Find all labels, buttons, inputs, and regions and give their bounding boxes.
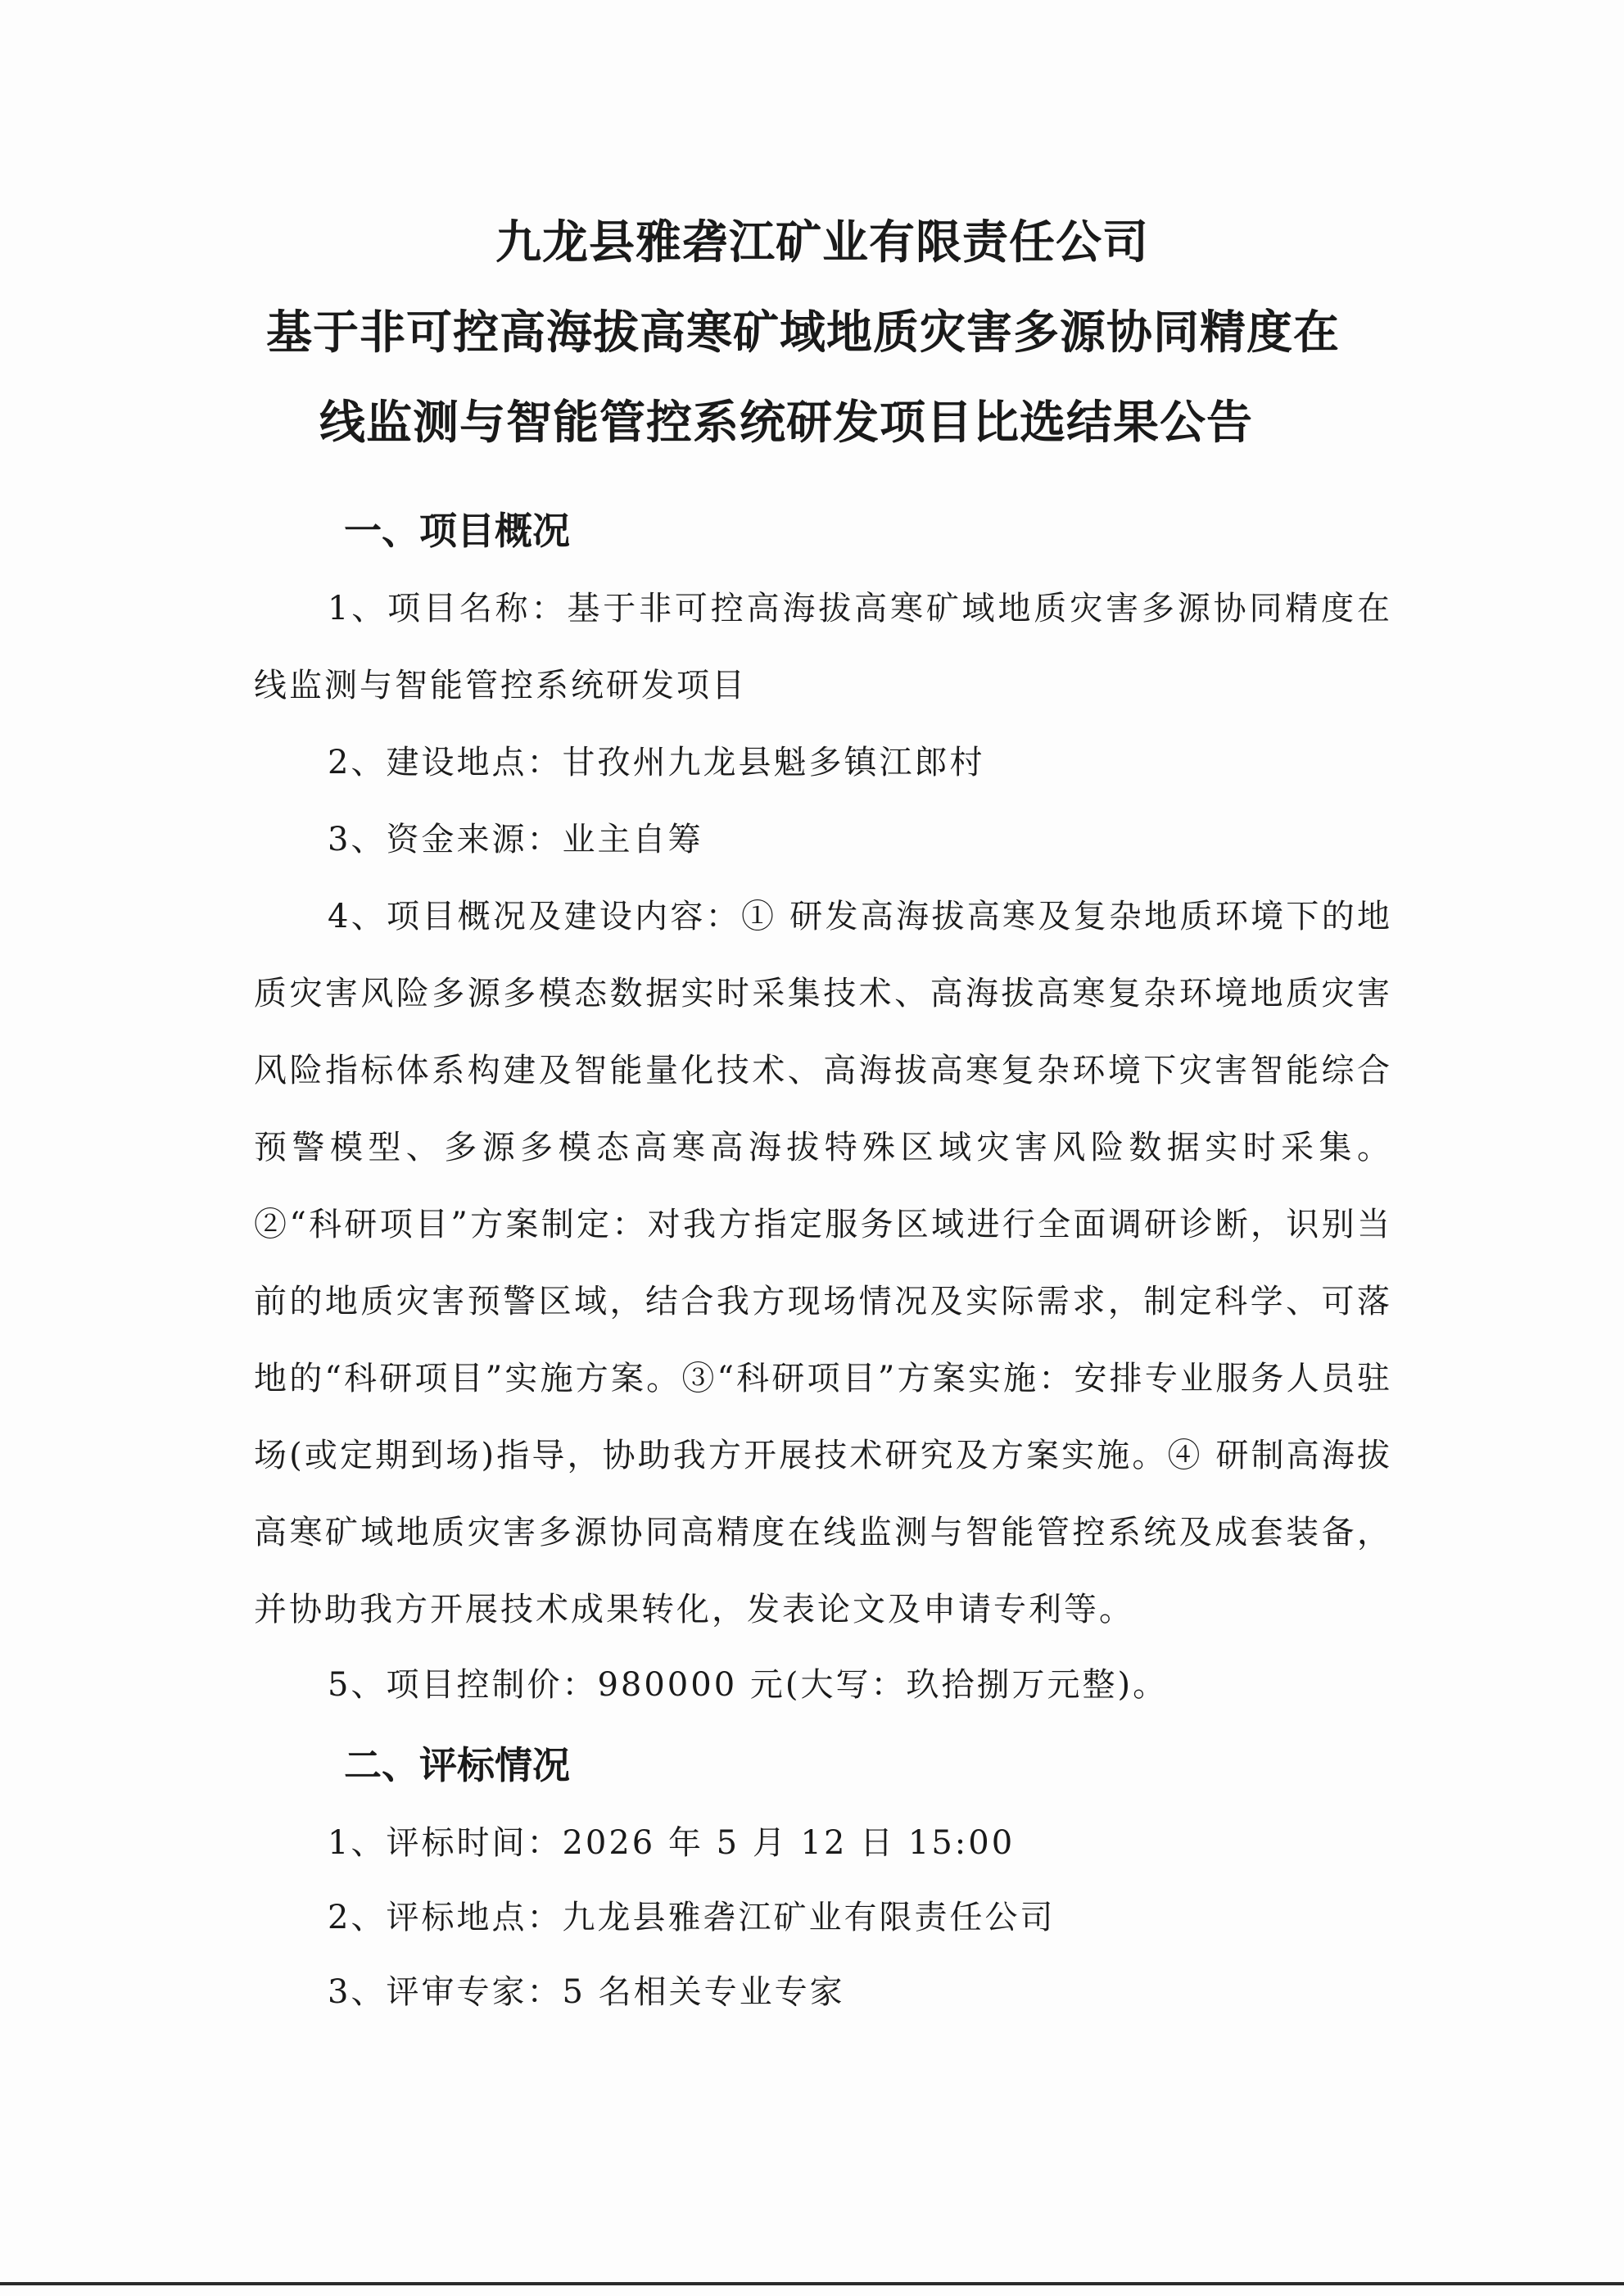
item-evaluation-time: 1、评标时间：2026 年 5 月 12 日 15:00 <box>328 1824 1016 1862</box>
item-review-experts: 3、评审专家：5 名相关专业专家 <box>328 1973 845 2011</box>
item-construction-site: 2、建设地点：甘孜州九龙县魁多镇江郎村 <box>328 744 985 781</box>
item-project-name: 1、项目名称：基于非可控高海拔高寒矿域地质灾害多源协同精度在线监测与智能管控系统研发项目 <box>254 590 1392 704</box>
section-heading-evaluation: 二、评标情况 <box>344 1743 570 1787</box>
document-body <box>254 491 1392 2030</box>
item-funding-source: 3、资金来源：业主自筹 <box>328 821 703 858</box>
item-control-price: 5、项目控制价：980000 元(大写：玖拾捌万元整)。 <box>328 1666 1169 1704</box>
section-heading-project-overview: 一、项目概况 <box>344 509 570 553</box>
title-line-company: 九龙县雅砻江矿业有限责任公司 <box>495 216 1149 269</box>
item-evaluation-place: 2、评标地点：九龙县雅砻江矿业有限责任公司 <box>328 1899 1056 1936</box>
title-line-project-2: 线监测与智能管控系统研发项目比选结果公告 <box>319 396 1253 450</box>
page-bottom-edge <box>0 2282 1624 2285</box>
title-line-project-1: 基于非可控高海拔高寒矿域地质灾害多源协同精度在 <box>266 306 1340 360</box>
announcement-title <box>246 198 1417 469</box>
item-project-content: 4、项目概况及建设内容：① 研发高海拔高寒及复杂地质环境下的地质灾害风险多源多模态数据实时采集技术、高海拔高寒复杂环境地质灾害风险指标体系构建及智能量化技术、高海拔高寒复杂环境下灾害智能综合预警模型、多源多模态高寒高海拔特殊区域灾害风险数据实时采集。②“科研项目”方案制定：对我方指定服务区域进行全面调研诊断，识别当前的地质灾害预警区域，结合我方现场情况及实际需求，制定科学、可落地的“科研项目”实施方案。③“科研项目”方案实施：安排专业服务人员驻场(或定期到场)指导，协助我方开展技术研究及方案实施。④ 研制高海拔高寒矿域地质灾害多源协同高精度在线监测与智能管控系统及成套装备，并协助我方开展技术成果转化，发表论文及申请专利等。 <box>254 898 1392 1628</box>
